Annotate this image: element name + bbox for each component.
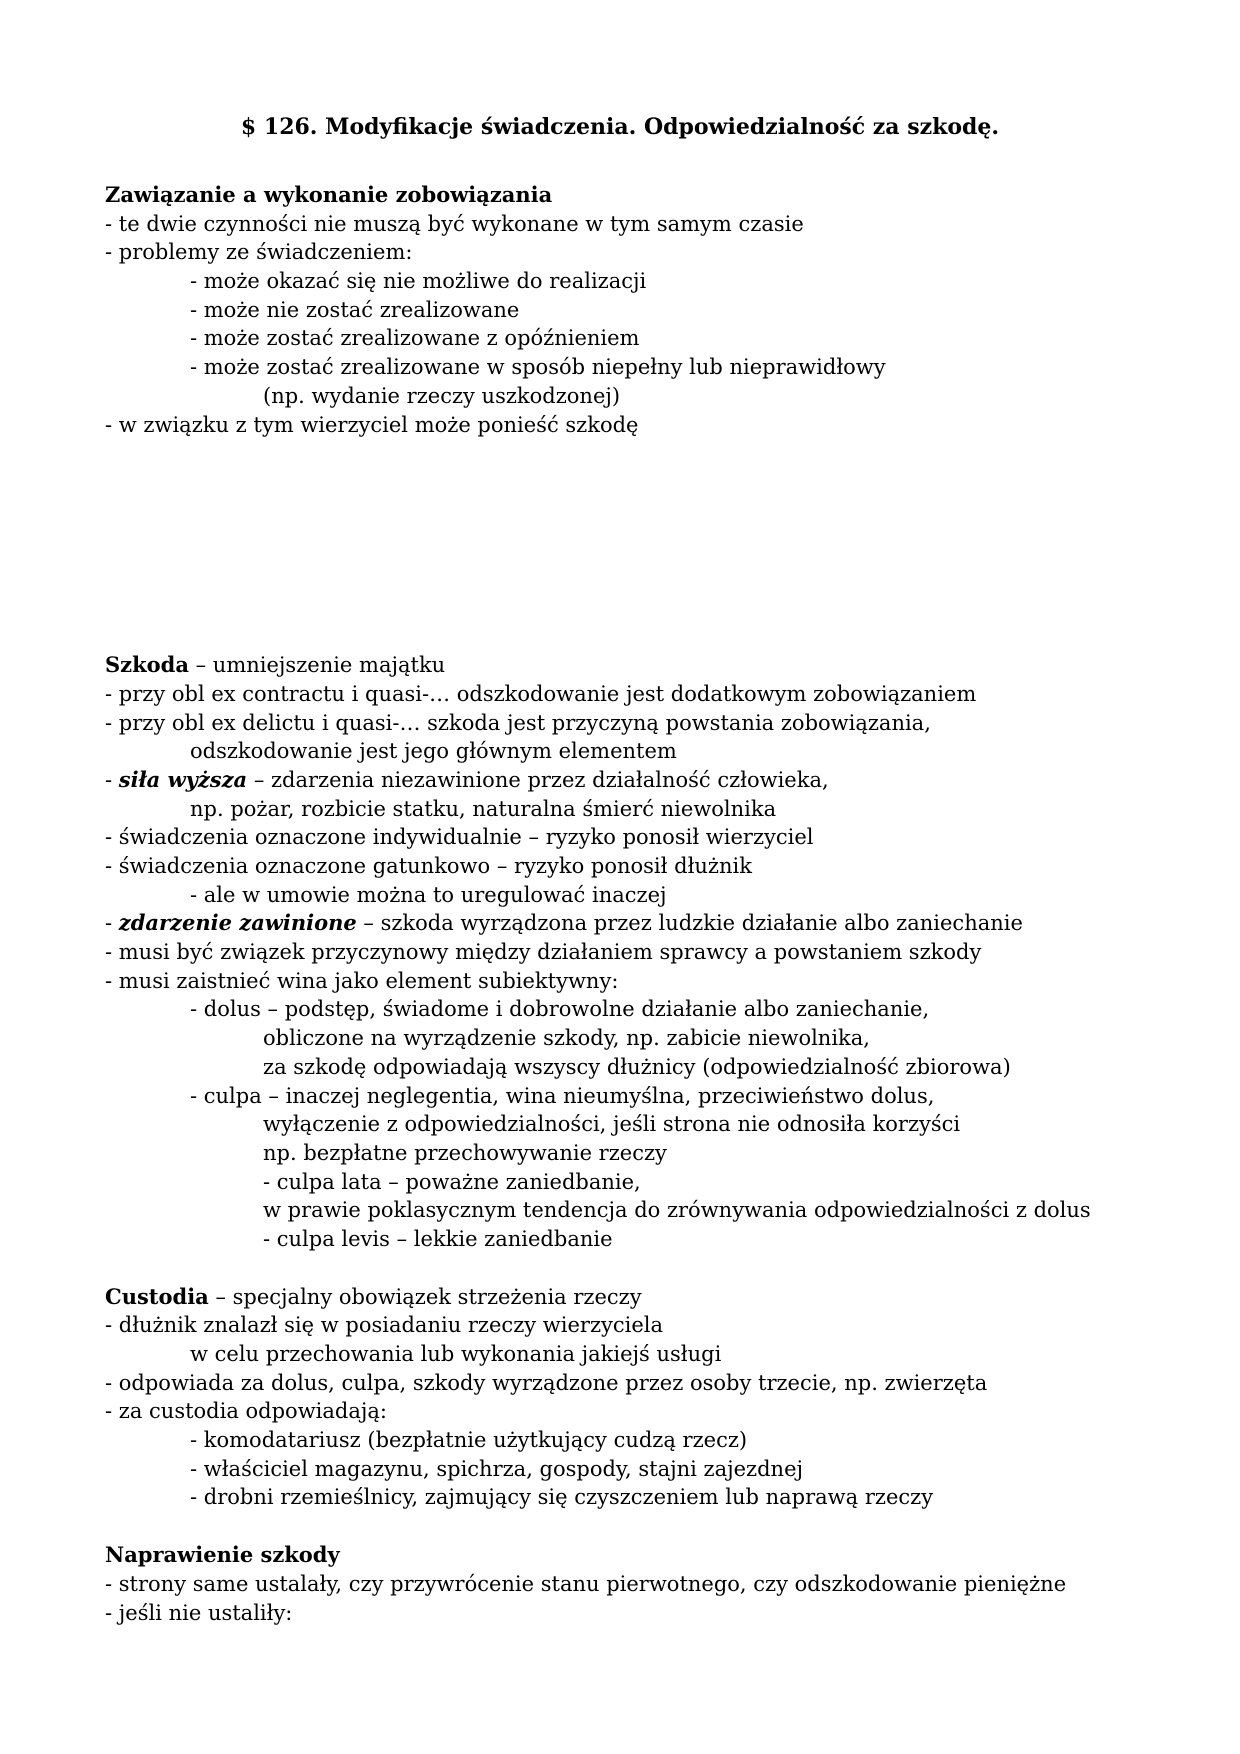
- text-line: [190, 795, 1185, 824]
- text-segment: - te dwie czynności nie muszą być wykonane w tym samym czasie: [105, 211, 804, 236]
- text-line: [105, 823, 1185, 852]
- text-segment: -: [105, 911, 119, 936]
- text-line: [105, 938, 1185, 967]
- text-line: [105, 967, 1185, 996]
- text-line: [105, 411, 1185, 440]
- text-segment: - przy obl ex contractu i quasi-… odszkodowanie jest dodatkowym zobowiązaniem: [105, 681, 977, 706]
- text-segment: w celu przechowania lub wykonania jakiejś usługi: [190, 1342, 722, 1366]
- text-line: [105, 1397, 1185, 1426]
- section-custodia: [105, 1283, 1185, 1513]
- text-line: [105, 680, 1185, 709]
- text-line: [105, 210, 1185, 239]
- text-segment: - w związku z tym wierzyciel może ponieść szkodę: [105, 412, 639, 437]
- text-segment: - może zostać zrealizowane w sposób niepełny lub nieprawidłowy: [190, 355, 886, 380]
- text-segment: - za custodia odpowiadają:: [105, 1399, 387, 1424]
- text-line: [190, 1082, 1185, 1111]
- text-line: [105, 909, 1185, 938]
- text-line: [263, 1139, 1185, 1168]
- text-segment: - może nie zostać zrealizowane: [190, 297, 520, 322]
- text-segment: odszkodowanie jest jego głównym elementem: [190, 739, 677, 764]
- text-line: [105, 181, 1185, 210]
- section-zawiazanie-a-wykonanie: [105, 181, 1185, 439]
- text-line: [263, 382, 1185, 411]
- section-szkoda: [105, 651, 1185, 1253]
- bold-italic-text: siła wyższa: [118, 766, 248, 792]
- text-segment: - drobni rzemieślnicy, zajmujący się czyszczeniem lub naprawą rzeczy: [190, 1485, 934, 1510]
- section-naprawienie-szkody: [105, 1541, 1185, 1627]
- text-segment: - musi zaistnieć wina jako element subiektywny:: [105, 968, 619, 993]
- text-line: [190, 296, 1185, 325]
- text-line: [105, 766, 1185, 795]
- text-segment: - jeśli nie ustaliły:: [105, 1600, 293, 1625]
- text-segment: (np. wydanie rzeczy uszkodzonej): [263, 383, 621, 408]
- text-line: [105, 1599, 1185, 1628]
- text-segment: – umniejszenie majątku: [188, 653, 446, 678]
- text-line: [105, 1570, 1185, 1599]
- text-line: [190, 995, 1185, 1024]
- text-line: [190, 1340, 1185, 1369]
- text-segment: - problemy ze świadczeniem:: [105, 240, 413, 265]
- text-line: [105, 1369, 1185, 1398]
- text-segment: – szkoda wyrządzona przez ludzkie działanie albo zaniechanie: [356, 911, 1023, 936]
- text-line: [105, 1311, 1185, 1340]
- text-line: [263, 1168, 1185, 1197]
- text-segment: - komodatariusz (bezpłatnie użytkujący cudzą rzecz): [190, 1428, 748, 1453]
- text-segment: - ale w umowie można to uregulować inaczej: [190, 882, 667, 907]
- text-segment: - może okazać się nie możliwe do realizacji: [190, 269, 647, 294]
- text-line: [105, 651, 1185, 680]
- text-segment: - odpowiada za dolus, culpa, szkody wyrządzone przez osoby trzecie, np. zwierzęta: [105, 1370, 988, 1395]
- text-segment: za szkodę odpowiadają wszyscy dłużnicy (odpowiedzialność zbiorowa): [263, 1054, 1011, 1079]
- text-segment: w prawie poklasycznym tendencja do zrównywania odpowiedzialności z dolus: [263, 1198, 1091, 1223]
- text-line: [190, 737, 1185, 766]
- text-segment: -: [105, 767, 119, 792]
- document-title: $ 126. Modyfikacje świadczenia. Odpowiedzialność za szkodę.: [240, 114, 1000, 140]
- text-segment: np. pożar, rozbicie statku, naturalna śmierć niewolnika: [190, 796, 777, 821]
- text-line: [263, 1053, 1185, 1082]
- text-segment: - dolus – podstęp, świadome i dobrowolne działanie albo zaniechanie,: [190, 997, 930, 1022]
- text-segment: obliczone na wyrządzenie szkody, np. zabicie niewolnika,: [263, 1026, 870, 1051]
- text-line: [263, 1024, 1185, 1053]
- text-line: [105, 852, 1185, 881]
- text-segment: – zdarzenia niezawinione przez działalność człowieka,: [247, 767, 829, 792]
- text-segment: - strony same ustalały, czy przywrócenie stanu pierwotnego, czy odszkodowanie pieniężne: [105, 1571, 1067, 1596]
- text-segment: - świadczenia oznaczone indywidualnie – ryzyko ponosił wierzyciel: [105, 825, 814, 850]
- text-line: [190, 353, 1185, 382]
- text-line: [190, 1455, 1185, 1484]
- bold-italic-text: zdarzenie zawinione: [118, 910, 357, 936]
- bold-text: Zawiązanie a wykonanie zobowiązania: [105, 182, 553, 207]
- text-line: [105, 709, 1185, 738]
- text-line: [190, 324, 1185, 353]
- text-segment: - może zostać zrealizowane z opóźnieniem: [190, 326, 640, 351]
- text-segment: – specjalny obowiązek strzeżenia rzeczy: [208, 1284, 642, 1309]
- text-segment: - culpa levis – lekkie zaniedbanie: [263, 1226, 613, 1251]
- text-line: [263, 1196, 1185, 1225]
- text-segment: - przy obl ex delictu i quasi-… szkoda jest przyczyną powstania zobowiązania,: [105, 710, 931, 735]
- document-body: [105, 181, 1185, 1627]
- text-line: [190, 267, 1185, 296]
- bold-text: Naprawienie szkody: [105, 1542, 340, 1568]
- text-line: [105, 1283, 1185, 1312]
- bold-text: Custodia: [105, 1283, 209, 1309]
- text-segment: wyłączenie z odpowiedzialności, jeśli strona nie odnosiła korzyści: [263, 1112, 961, 1137]
- text-line: [263, 1110, 1185, 1139]
- text-segment: - culpa lata – poważne zaniedbanie,: [263, 1169, 641, 1194]
- text-line: [105, 238, 1185, 267]
- text-line: [190, 881, 1185, 910]
- bold-text: Szkoda: [105, 652, 189, 678]
- text-segment: - świadczenia oznaczone gatunkowo – ryzyko ponosił dłużnik: [105, 854, 752, 878]
- text-segment: - musi być związek przyczynowy między działaniem sprawcy a powstaniem szkody: [105, 940, 982, 965]
- text-segment: - dłużnik znalazł się w posiadaniu rzeczy wierzyciela: [105, 1313, 664, 1338]
- text-line: [190, 1483, 1185, 1512]
- text-line: [263, 1225, 1185, 1254]
- text-line: [190, 1426, 1185, 1455]
- text-line: [105, 1541, 1185, 1570]
- text-segment: - culpa – inaczej neglegentia, wina nieumyślna, przeciwieństwo dolus,: [190, 1083, 935, 1108]
- text-segment: - właściciel magazynu, spichrza, gospody, stajni zajezdnej: [190, 1456, 804, 1481]
- text-segment: np. bezpłatne przechowywanie rzeczy: [263, 1140, 667, 1165]
